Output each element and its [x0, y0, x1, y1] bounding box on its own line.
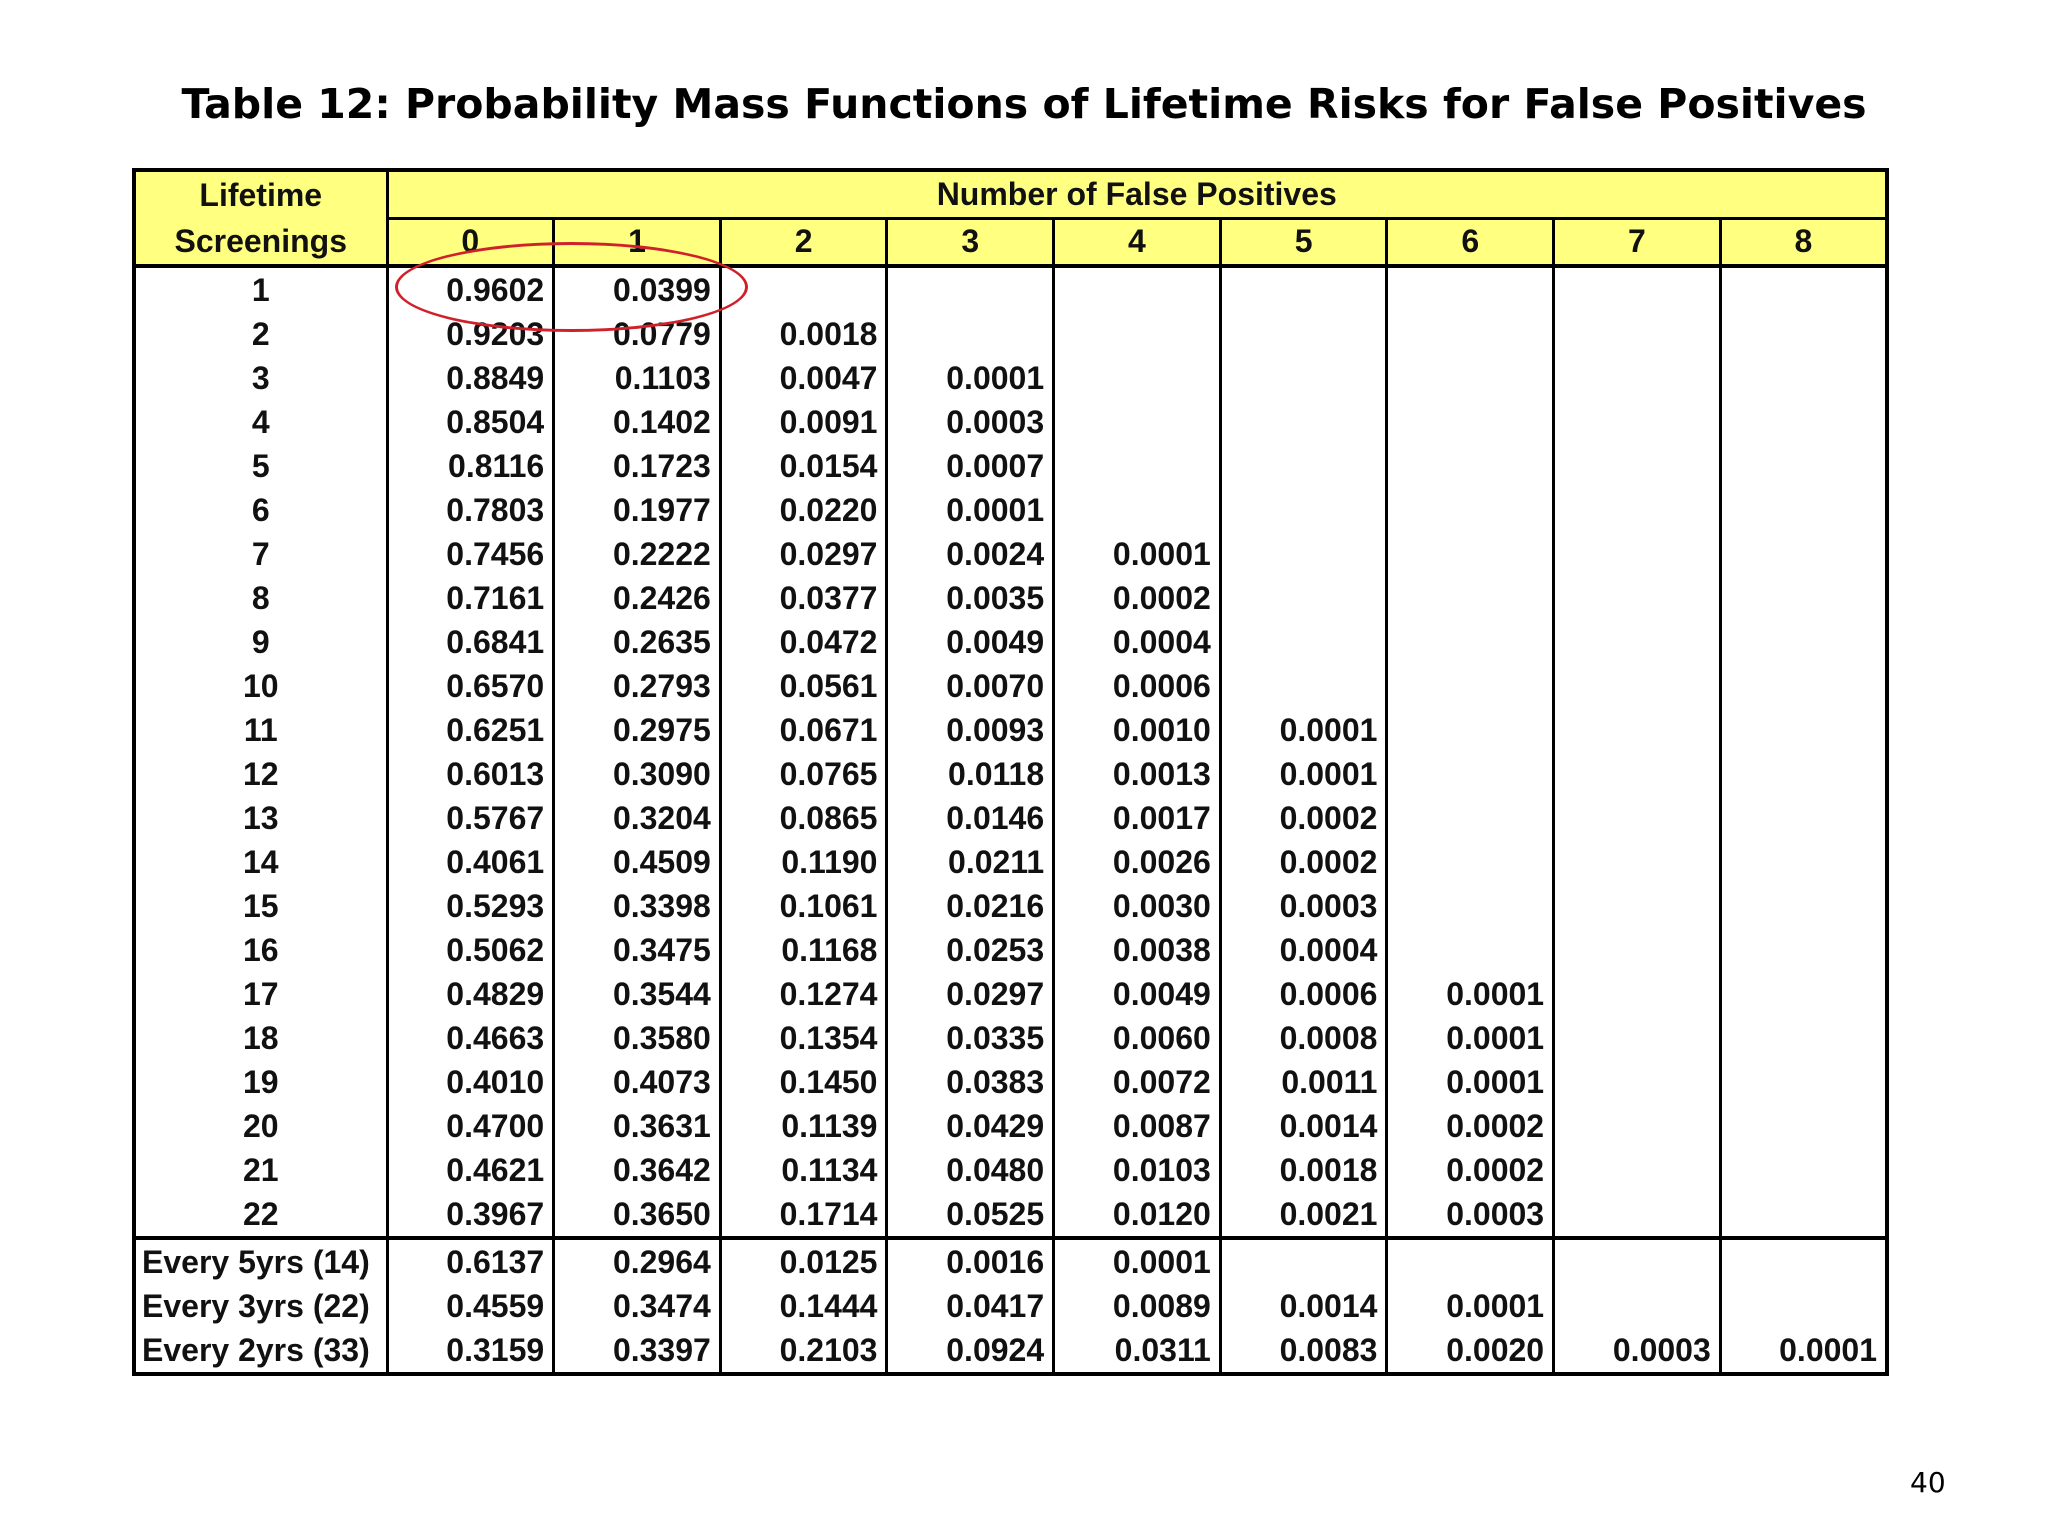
table-cell: [1720, 576, 1887, 620]
table-cell: 0.0021: [1220, 1192, 1387, 1238]
table-cell: 0.0220: [720, 488, 887, 532]
row-header-cell: [134, 170, 387, 266]
table-row: [134, 620, 1887, 664]
table-cell: 0.9602: [387, 266, 554, 312]
table-cell: 0.0018: [720, 312, 887, 356]
table-cell: 0.0001: [1720, 1328, 1887, 1374]
table-cell: [1554, 444, 1721, 488]
column-header-1: 1: [554, 218, 721, 266]
table-cell: [1720, 928, 1887, 972]
table-cell: [1720, 488, 1887, 532]
table-cell: [1720, 752, 1887, 796]
column-header-7: 7: [1554, 218, 1721, 266]
table-cell: 0.0002: [1387, 1104, 1554, 1148]
column-header-row: [134, 218, 1887, 266]
table-cell: 0.5062: [387, 928, 554, 972]
table-cell: [1720, 840, 1887, 884]
row-label: 17: [134, 972, 387, 1016]
table-cell: [1387, 664, 1554, 708]
table-cell: 0.0024: [887, 532, 1054, 576]
table-row: [134, 1148, 1887, 1192]
table-cell: [1387, 532, 1554, 576]
table-cell: 0.0070: [887, 664, 1054, 708]
table-cell: 0.0087: [1054, 1104, 1221, 1148]
table-cell: [1220, 576, 1387, 620]
table-cell: 0.1977: [554, 488, 721, 532]
row-label: 16: [134, 928, 387, 972]
table-cell: 0.1274: [720, 972, 887, 1016]
table-cell: 0.1714: [720, 1192, 887, 1238]
table-cell: 0.3967: [387, 1192, 554, 1238]
table-cell: 0.0089: [1054, 1284, 1221, 1328]
table-cell: 0.0010: [1054, 708, 1221, 752]
table-cell: 0.0003: [1387, 1192, 1554, 1238]
table-cell: [1554, 532, 1721, 576]
table-cell: [1554, 1238, 1721, 1284]
table-row: [134, 400, 1887, 444]
table-row: [134, 884, 1887, 928]
pmf-table-container: [132, 168, 1889, 1376]
table-cell: 0.0003: [1554, 1328, 1721, 1374]
table-cell: [1720, 356, 1887, 400]
table-cell: 0.0146: [887, 796, 1054, 840]
table-cell: [1387, 796, 1554, 840]
table-cell: [1554, 972, 1721, 1016]
table-cell: 0.0525: [887, 1192, 1054, 1238]
table-cell: [1720, 796, 1887, 840]
table-cell: 0.0038: [1054, 928, 1221, 972]
table-row: [134, 1284, 1887, 1328]
table-cell: 0.4509: [554, 840, 721, 884]
table-cell: 0.0014: [1220, 1104, 1387, 1148]
table-cell: [1554, 796, 1721, 840]
table-cell: [1220, 266, 1387, 312]
row-label: 1: [134, 266, 387, 312]
table-cell: [1054, 444, 1221, 488]
row-label: 11: [134, 708, 387, 752]
table-cell: [1720, 884, 1887, 928]
row-label: 20: [134, 1104, 387, 1148]
table-cell: [1554, 576, 1721, 620]
table-cell: 0.0118: [887, 752, 1054, 796]
table-cell: 0.0297: [720, 532, 887, 576]
table-cell: 0.0253: [887, 928, 1054, 972]
table-cell: 0.0417: [887, 1284, 1054, 1328]
table-cell: 0.0060: [1054, 1016, 1221, 1060]
table-cell: 0.0006: [1220, 972, 1387, 1016]
table-cell: 0.0001: [1220, 752, 1387, 796]
table-cell: 0.0014: [1220, 1284, 1387, 1328]
table-cell: 0.3090: [554, 752, 721, 796]
table-cell: [1554, 664, 1721, 708]
table-cell: 0.0013: [1054, 752, 1221, 796]
table-cell: 0.0049: [1054, 972, 1221, 1016]
table-cell: 0.0103: [1054, 1148, 1221, 1192]
table-cell: 0.0924: [887, 1328, 1054, 1374]
table-cell: [1720, 1060, 1887, 1104]
table-cell: 0.0093: [887, 708, 1054, 752]
table-cell: [720, 266, 887, 312]
table-cell: 0.3580: [554, 1016, 721, 1060]
column-header-0: 0: [387, 218, 554, 266]
table-cell: [1387, 576, 1554, 620]
row-label: 19: [134, 1060, 387, 1104]
table-cell: 0.2964: [554, 1238, 721, 1284]
row-label: 5: [134, 444, 387, 488]
table-cell: 0.0001: [1387, 1016, 1554, 1060]
table-cell: 0.0049: [887, 620, 1054, 664]
table-cell: 0.2975: [554, 708, 721, 752]
table-cell: 0.0001: [1054, 532, 1221, 576]
table-cell: 0.8849: [387, 356, 554, 400]
row-label: 2: [134, 312, 387, 356]
table-cell: 0.4559: [387, 1284, 554, 1328]
table-cell: 0.0072: [1054, 1060, 1221, 1104]
row-label: Every 2yrs (33): [134, 1328, 387, 1374]
table-cell: 0.0026: [1054, 840, 1221, 884]
table-cell: 0.1134: [720, 1148, 887, 1192]
table-cell: 0.7456: [387, 532, 554, 576]
column-header-4: 4: [1054, 218, 1221, 266]
row-label: 4: [134, 400, 387, 444]
table-cell: 0.1402: [554, 400, 721, 444]
table-cell: 0.0016: [887, 1238, 1054, 1284]
row-label: 6: [134, 488, 387, 532]
table-cell: 0.0120: [1054, 1192, 1221, 1238]
table-cell: 0.2426: [554, 576, 721, 620]
table-cell: [1720, 444, 1887, 488]
table-row: [134, 576, 1887, 620]
main-rows: [134, 266, 1887, 1238]
row-label: Every 5yrs (14): [134, 1238, 387, 1284]
table-row: [134, 840, 1887, 884]
table-cell: 0.0377: [720, 576, 887, 620]
table-cell: [1720, 620, 1887, 664]
row-label: 12: [134, 752, 387, 796]
table-cell: [1554, 312, 1721, 356]
row-label: 14: [134, 840, 387, 884]
row-label: 9: [134, 620, 387, 664]
table-cell: 0.1450: [720, 1060, 887, 1104]
table-cell: 0.0011: [1220, 1060, 1387, 1104]
table-cell: [1054, 488, 1221, 532]
table-cell: 0.4663: [387, 1016, 554, 1060]
table-cell: 0.0561: [720, 664, 887, 708]
table-cell: 0.6251: [387, 708, 554, 752]
table-cell: [1220, 312, 1387, 356]
table-cell: 0.0001: [1220, 708, 1387, 752]
table-cell: [1054, 356, 1221, 400]
table-cell: [1387, 1238, 1554, 1284]
table-cell: 0.0779: [554, 312, 721, 356]
row-label: 3: [134, 356, 387, 400]
table-cell: 0.1139: [720, 1104, 887, 1148]
table-cell: 0.0047: [720, 356, 887, 400]
table-cell: 0.3398: [554, 884, 721, 928]
table-cell: [1387, 400, 1554, 444]
table-cell: 0.0017: [1054, 796, 1221, 840]
table-row: [134, 444, 1887, 488]
table-cell: [1554, 928, 1721, 972]
table-cell: 0.0004: [1220, 928, 1387, 972]
table-cell: 0.1103: [554, 356, 721, 400]
row-label: 10: [134, 664, 387, 708]
table-cell: [1387, 488, 1554, 532]
table-cell: [1554, 488, 1721, 532]
table-cell: 0.6137: [387, 1238, 554, 1284]
table-row: [134, 972, 1887, 1016]
table-cell: 0.3475: [554, 928, 721, 972]
table-cell: [1554, 1192, 1721, 1238]
table-cell: 0.0008: [1220, 1016, 1387, 1060]
table-cell: [1220, 1238, 1387, 1284]
table-cell: [1554, 1148, 1721, 1192]
table-cell: 0.9203: [387, 312, 554, 356]
table-cell: 0.3204: [554, 796, 721, 840]
table-cell: 0.0007: [887, 444, 1054, 488]
table-cell: [1387, 884, 1554, 928]
table-cell: [1054, 400, 1221, 444]
table-cell: 0.5767: [387, 796, 554, 840]
table-cell: 0.6841: [387, 620, 554, 664]
page-number: 40: [1910, 1466, 1946, 1499]
table-cell: 0.0865: [720, 796, 887, 840]
table-cell: [1720, 1284, 1887, 1328]
table-cell: 0.0154: [720, 444, 887, 488]
table-cell: [1720, 532, 1887, 576]
table-cell: [1554, 620, 1721, 664]
table-cell: 0.0311: [1054, 1328, 1221, 1374]
table-cell: 0.0001: [1387, 1284, 1554, 1328]
table-cell: 0.3159: [387, 1328, 554, 1374]
row-label: 15: [134, 884, 387, 928]
table-cell: [1554, 884, 1721, 928]
table-cell: [1387, 444, 1554, 488]
table-cell: [887, 266, 1054, 312]
table-cell: 0.0216: [887, 884, 1054, 928]
table-cell: 0.0765: [720, 752, 887, 796]
table-cell: 0.0083: [1220, 1328, 1387, 1374]
group-header: Number of False Positives: [387, 170, 1887, 218]
table-cell: 0.2635: [554, 620, 721, 664]
table-cell: [1720, 1016, 1887, 1060]
table-cell: [1720, 1238, 1887, 1284]
table-cell: 0.0002: [1054, 576, 1221, 620]
table-cell: [1554, 356, 1721, 400]
table-cell: 0.7161: [387, 576, 554, 620]
table-cell: 0.0002: [1220, 840, 1387, 884]
table-cell: 0.3631: [554, 1104, 721, 1148]
table-cell: [1554, 400, 1721, 444]
table-row: [134, 1238, 1887, 1284]
table-cell: [1054, 312, 1221, 356]
table-cell: [1720, 400, 1887, 444]
table-row: [134, 708, 1887, 752]
table-cell: 0.1444: [720, 1284, 887, 1328]
table-row: [134, 532, 1887, 576]
table-cell: 0.0001: [887, 488, 1054, 532]
row-label: 13: [134, 796, 387, 840]
table-row: [134, 1104, 1887, 1148]
table-cell: 0.0001: [1054, 1238, 1221, 1284]
table-cell: [1387, 840, 1554, 884]
table-cell: [1720, 1104, 1887, 1148]
table-cell: 0.0035: [887, 576, 1054, 620]
row-label: Every 3yrs (22): [134, 1284, 387, 1328]
row-header-line1: Lifetime: [199, 177, 323, 213]
table-cell: [1387, 752, 1554, 796]
row-label: 7: [134, 532, 387, 576]
table-cell: [1720, 312, 1887, 356]
table-cell: [1387, 266, 1554, 312]
table-cell: 0.0006: [1054, 664, 1221, 708]
table-cell: 0.0020: [1387, 1328, 1554, 1374]
table-cell: 0.1723: [554, 444, 721, 488]
table-cell: [1387, 928, 1554, 972]
table-cell: 0.0297: [887, 972, 1054, 1016]
table-cell: 0.0211: [887, 840, 1054, 884]
table-cell: 0.0125: [720, 1238, 887, 1284]
table-cell: [1554, 1060, 1721, 1104]
table-row: [134, 1328, 1887, 1374]
table-cell: 0.4061: [387, 840, 554, 884]
table-row: [134, 356, 1887, 400]
table-cell: [1554, 266, 1721, 312]
table-cell: 0.5293: [387, 884, 554, 928]
table-cell: [1054, 266, 1221, 312]
table-cell: [1554, 1284, 1721, 1328]
column-header-5: 5: [1220, 218, 1387, 266]
table-cell: [1554, 752, 1721, 796]
table-cell: 0.0472: [720, 620, 887, 664]
table-cell: [1554, 1016, 1721, 1060]
table-row: [134, 664, 1887, 708]
table-cell: 0.0001: [887, 356, 1054, 400]
table-cell: 0.4010: [387, 1060, 554, 1104]
table-cell: [1220, 664, 1387, 708]
table-cell: 0.2222: [554, 532, 721, 576]
table-cell: 0.0399: [554, 266, 721, 312]
table-cell: 0.4073: [554, 1060, 721, 1104]
table-row: [134, 488, 1887, 532]
table-cell: [1220, 620, 1387, 664]
table-cell: 0.0004: [1054, 620, 1221, 664]
table-cell: 0.8116: [387, 444, 554, 488]
table-cell: 0.0003: [887, 400, 1054, 444]
table-cell: [1220, 356, 1387, 400]
table-cell: 0.0383: [887, 1060, 1054, 1104]
table-cell: [1387, 708, 1554, 752]
table-cell: 0.2103: [720, 1328, 887, 1374]
table-cell: [1554, 1104, 1721, 1148]
table-cell: [1720, 708, 1887, 752]
table-cell: 0.0429: [887, 1104, 1054, 1148]
table-cell: [1220, 444, 1387, 488]
table-cell: [1720, 1192, 1887, 1238]
table-cell: 0.0480: [887, 1148, 1054, 1192]
table-row: [134, 1192, 1887, 1238]
pmf-table: [132, 168, 1889, 1376]
table-cell: [887, 312, 1054, 356]
table-cell: 0.0018: [1220, 1148, 1387, 1192]
table-cell: [1387, 312, 1554, 356]
summary-rows: [134, 1238, 1887, 1374]
table-cell: [1220, 400, 1387, 444]
column-header-8: 8: [1720, 218, 1887, 266]
column-header-3: 3: [887, 218, 1054, 266]
table-cell: 0.4829: [387, 972, 554, 1016]
table-cell: 0.6570: [387, 664, 554, 708]
page-title: Table 12: Probability Mass Functions of Lifetime Risks for False Positives: [181, 80, 1867, 128]
table-cell: [1554, 840, 1721, 884]
table-cell: 0.3397: [554, 1328, 721, 1374]
table-cell: 0.8504: [387, 400, 554, 444]
table-cell: [1554, 708, 1721, 752]
table-cell: 0.0002: [1387, 1148, 1554, 1192]
table-cell: 0.0671: [720, 708, 887, 752]
table-cell: 0.2793: [554, 664, 721, 708]
table-cell: 0.7803: [387, 488, 554, 532]
table-cell: 0.3642: [554, 1148, 721, 1192]
table-cell: [1387, 620, 1554, 664]
table-cell: 0.3544: [554, 972, 721, 1016]
row-label: 8: [134, 576, 387, 620]
table-row: [134, 796, 1887, 840]
table-cell: 0.1168: [720, 928, 887, 972]
table-cell: [1720, 972, 1887, 1016]
table-row: [134, 1060, 1887, 1104]
table-row: [134, 1016, 1887, 1060]
table-cell: 0.3474: [554, 1284, 721, 1328]
table-cell: 0.1354: [720, 1016, 887, 1060]
table-row: [134, 928, 1887, 972]
column-header-2: 2: [720, 218, 887, 266]
table-cell: 0.0335: [887, 1016, 1054, 1060]
table-cell: 0.0001: [1387, 972, 1554, 1016]
table-cell: 0.4621: [387, 1148, 554, 1192]
table-cell: 0.1061: [720, 884, 887, 928]
table-cell: 0.3650: [554, 1192, 721, 1238]
table-cell: [1387, 356, 1554, 400]
table-cell: 0.6013: [387, 752, 554, 796]
table-cell: 0.0001: [1387, 1060, 1554, 1104]
table-cell: 0.1190: [720, 840, 887, 884]
row-label: 21: [134, 1148, 387, 1192]
row-header-line2: Screenings: [174, 223, 347, 259]
table-cell: 0.0002: [1220, 796, 1387, 840]
table-cell: 0.4700: [387, 1104, 554, 1148]
table-cell: [1720, 266, 1887, 312]
table-row: [134, 266, 1887, 312]
table-cell: [1220, 532, 1387, 576]
table-cell: [1220, 488, 1387, 532]
table-row: [134, 752, 1887, 796]
table-cell: 0.0030: [1054, 884, 1221, 928]
table-cell: [1720, 1148, 1887, 1192]
column-header-6: 6: [1387, 218, 1554, 266]
table-cell: 0.0003: [1220, 884, 1387, 928]
table-cell: [1720, 664, 1887, 708]
table-row: [134, 312, 1887, 356]
row-label: 22: [134, 1192, 387, 1238]
row-label: 18: [134, 1016, 387, 1060]
table-cell: 0.0091: [720, 400, 887, 444]
